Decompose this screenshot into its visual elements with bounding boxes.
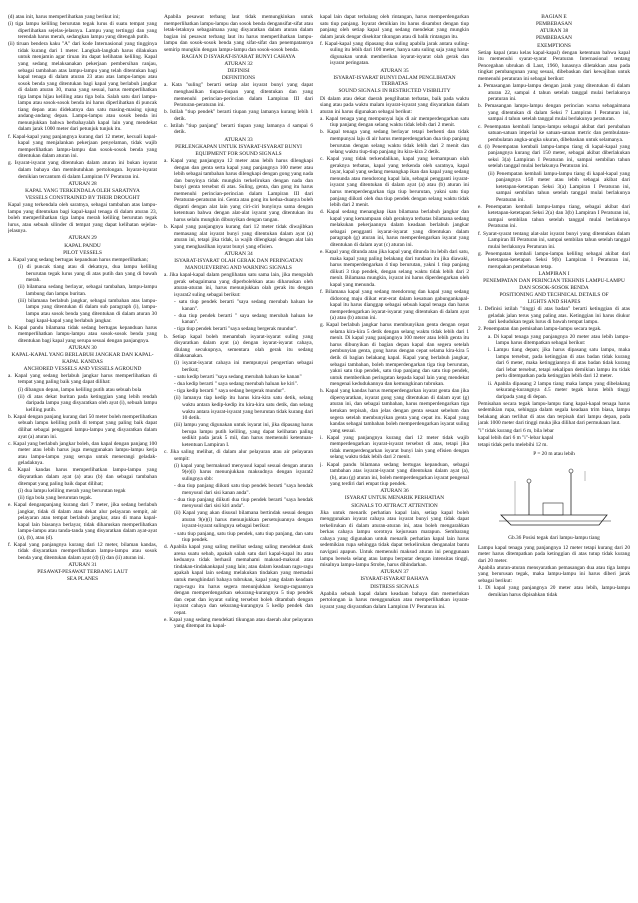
paragraph: d. Kapal kandas harus memperlihatkan lampu-lampu yang disyaratkan dalam ayat (a) atau (b) dan sebagai tambahan ditempat yang paling baik dapat dilihat; <box>8 467 157 487</box>
paragraph: (i) dibangun depan, lampu keliling putih atau sebuah bola <box>18 386 142 393</box>
paragraph: - satu tiup panjang, satu tiup pendek, satu tiup panjang, dan satu tiup pendek. <box>174 530 313 544</box>
paragraph: c. Jika saling melihat, di dalam alur pelayaran atau air pelayaran sempit: <box>164 449 313 462</box>
section-heading: POSITIONING AND TECHNICAL DETAILS OF <box>499 291 609 298</box>
paragraph: (i) isyarat-isyarat cahaya ini mempunyai pengertian sebagai berikut; <box>174 360 313 373</box>
section-heading: LAMPIRAN I <box>538 271 570 278</box>
paragraph: (d) atau init, harus memperlihatkan yang berikut ini; <box>8 14 120 20</box>
paragraph: e. Kapal denganpanjang kurang dari 7 meter, jika sedang berlabuh jangkar, tidak di dalam atau dekat alur pelayaran sempit, air pelayaran atau tempat berlabuh jangkar, atau di mana kapal-kapal lain biasanya berlayar, tidak diharuskan memperlihatkan lampu-lampu atau tanda-tanda yang disyaratkan dalam ayat-ayat (a), (b), atau (d). <box>8 502 157 541</box>
ship-diagram-svg <box>495 463 613 533</box>
paragraph: 2. Penempatan dan pemisahan lampu-lampu secara tegak. <box>478 326 602 333</box>
paragraph: (i) tiga lampu keliling berurutan tegak lurus di suatu tempat yang diperlihatkan sejelas-jelasnya. Lampu yang tertinggi dan yang terendah harus merah, sedangkan lampu yang ditengah putih. <box>8 21 157 41</box>
section-heading: PENEMPATAN DAN PERINCIAN TEKHNIS LAMPU-LAMPU DAN SOSOK-SOSOK BENDA <box>483 278 625 291</box>
column-4-head <box>478 14 630 448</box>
section-heading: ISYARAT UNTUK MENARIK PERHATIAN <box>344 495 445 502</box>
paragraph: d. Apabila kapal yang saling melihat sedang saling mendekat dank arena suatu sebab, apakah salah satu dari kapal-kapal itu atau keduanya tidak berhasil memahami maksud-maksud atau tindakan-tindakankapal yang lain; atau dalam keadaan ragu-ragu apakah kapal lain sedang melakukan tindakan yang memadai untuk menghindari bahaya tubrukan, kapal yang dalam keadaan ragu-ragu itu harus segera menunjukkan keragu-raguannya dengan memperdengarkan sekurang-kurangnya 5 tiup pendek dan cepat dan isyarat suling tersebut boleh ditambah dengan isyarat cahaya dan sekurang-kurangnya 5 kedip pendek dan cepat. <box>164 544 313 616</box>
paragraph: Apabila pesawat terbang laut tidak memungkinkan untuk memperlihatkan lampu-lampu dan sosok benda dengansifat-sifat atau letak-letaknya sebagaimana yang disyaratkan dalam aturan dalam bagian ini pesawat terbang laut itu harus memperlihatkan lampu-lampu dan sosok-sosok benda yang sifat-sifat dan penempatannya semirip mungkin dengan lampu-lampu dan sosok-sosok benda. <box>164 14 313 53</box>
paragraph: - dua kedip berarti " saya sedang merubah haluan ke kiri". <box>174 381 299 388</box>
paragraph: b. Kapal dengan panjang kurang dari 50 meter boleh memperlihatkan sebuah lampu keliling putih di tempat yang paling baik dapat dilihat sebagai pengganti lampu-lampu yang disyaratkan dalam ayat (a) aturan ini. <box>8 413 157 440</box>
paragraph: Jika untuk menarik perhatian kapal lain, setiap kapal boleh menggunakan isyarat cahaya atau isyarat bunyi yang tidak dapat terkelirukan di dalam aturan-aturan ini, atau boleh mengarahkan berkas cahaya lampu sorotnya kejurusan marapun. Sembarang cahaya yang digunakan untuk menarik perhatian kapal lain harus sedemikian rupa sehingga tidak dapat terkelirukan denganalat bantu navigasi apapun. Untuk memenuhi maksud aturan ini penggunaan lampu bersela selang atau lampu berputar dengan intensitas tinggi, misalnya lampu-lampu Strobe, harus dihindarkan. <box>320 509 469 569</box>
paragraph: c. Kapal yang berlabuh jangkar boleh, dan kapal dengan panjang 100 meter atau lebih harus juga menggunakan lampu-lampu kerja atau lampu-lampu yang serupa untuk menerangi geladak-geladaknya. <box>8 440 157 467</box>
paragraph: ii. Apabila dipasang 2 lampu tiang maka lampu yang dibelakang sekurang-kurangnya 4.5 meter tegak lurus lebih tinggi daripada yang di depan. <box>488 380 630 400</box>
paragraph: Kapal yang terkendala oleh saratnya, sebagai tambahan atas lampu-lampu yang ditentukan bagi kapal-kapal tenaga di dalam aturan 23, boleh memperlihatkan tiga lampu merah keliling berurutan tegak lurus, atau sebuah silinder di tempat yang dapat kelihatan sejelas-jelasnya. <box>8 202 157 235</box>
paragraph: c. Istilah "tiup panjang" berarti tiupan yang lamanya 4 sampai 6 detik. <box>164 122 313 136</box>
paragraph: Setiap kapal (atau kelas kapal-kapal) dengan ketentuan bahwa kapal itu memenuhi syarat-syarat Peraturan Internasional tentang Pencegahan ubrukan di Laut, 1960, lunasnya diletakkan atau pada tingkat pembangunan yang sesuai, dibebaskan dari kewajiban untuk memenuhi peraturan ini sebagai berikut: <box>478 49 630 82</box>
paragraph: h. Kapal yang kandas harus memperdengarkan isyarat genta dan jika dipersyaratkan, isyarat gong yang ditentukan di dalam ayat (g) aturan ini, dan sebagai tambahan, harus memperdengarkan tiga ketukan terpisah, dan jelas dengan genta sesaat sebelum dan segera setelah membunyikan genta yang cepat itu. Kapal yang kandas sebagai tambahan boleh memperdengarkan isyarat suling yang sesuai. <box>320 388 469 434</box>
paragraph: f. Syarat-syarat tentang alat-alat isyarat bunyi yang ditentukan dalam Lampiran III Peraturan ini, sampai sembilan tahun setelah tanggal mulai berlakunya Peraturan ini. <box>478 230 630 250</box>
section-heading: KAPAL PANDU <box>64 242 101 249</box>
paragraph: e. Kapal yang ditunda atau jika kapal yang ditunda itu lebih dari satu, maka kapal yang paling belakang dari tundaan itu jika diawaki, harus memperdengarkan 4 tiup berurutan, yakni 1 tiup panjang diikuti 3 tiup pendek, dengan selang waktu tidak lebih dari 2 menit. Bilamana mungkin, isyarat ini harus diperdengarkan oleh kapal yang menunda. <box>320 249 469 288</box>
paragraph: (ii) lamanya tiap kedip itu harus kira-kira satu detik, selang waktu antara kedip-kedip itu kira-kira satu detik, dan selang waktu antara isyarat-isyarat yang berurutan tidak kurang dari 10 detik. <box>174 395 313 422</box>
paragraph: i. Lampu tiang depan; jika harus dipasang satu lampu, maka lampu tersebut, pada ketinggian di atas badan tidak kurang dari 6 meter, maka ketinggiannya di atas badan tidak kurang dari lebar tersebut, tetapi sekalipun demikian lampu itu tidak perlu ditempatkan pada ketinggian lebih dari 12 meter. <box>488 347 630 380</box>
section-heading: DISTRESS SIGNALS <box>370 583 419 590</box>
paragraph: tetapi tidak perlu melebihi 12 m. <box>478 441 548 448</box>
section-heading: MANOUEVERING AND WARNING SIGNALS <box>185 265 292 272</box>
paragraph: (i) di puncak tiang atau di dekatnya, dua lampu keliling berurutan tegak lurus yang di atas putih dan yang di bawah merah. <box>18 263 157 284</box>
paragraph: g. Kapal berlabuh jangkar harus membunyikan genta dengan cepat selama kira-kira 5 detik dengan selang waktu tidak lebih dari 1 menit. Di kapal yang panjangnya 100 meter atau lebih genta itu harus dibunyikan di bagian depan kapal dan segera setelah pembunyian genta, gong harus dengan cepat selama kira-kira 5 detik di bagian belakang kapal. Kapal yang berlabuh jangkar, sebagai tambahan, boleh memperdengarkan tiga tiup berurutan, yakni satu tiup pendek, satu tiup panjang dan satu tiup pendek, untuk memberikan peringatan kepada kapal lain yang mendekat mengenai kedudukannya dan kemungkinan tubrukan. <box>320 322 469 388</box>
paragraph: a. Jika kapal-kapal dalam penglihatan satu sama lain, jika mengolah gerak sebagaimana yang diperbolehkan atau diharuskan oleh aturan-aturan ini, harus menunjukkan olah gerak itu dengan isyarat2 suling sebagai berikut: <box>164 272 313 298</box>
paragraph: kapal lain dapat terhalang oleh rintangan, harus memperdengarkan satu tiup panjang. Isyarat demikian itu harus disambut dengan tiup panjang oleh setiap kapal yang sedang mendekat yang mungkin dalam jarak dengar disekitar tikungan atau di balik rintangan itu. <box>320 14 469 40</box>
section-heading: ATURAN 31 <box>68 562 97 569</box>
paragraph: b. Kapal pandu bilamana tidak sedang bertugas kepanduan harus memperlihatkan lampu-lampu atau sosok-sosok benda yang ditentukan bagi kapal yang serupa sesuai dengan panjangnya. <box>8 324 157 344</box>
paragraph: a. Kapal yang panjangnya 12 meter atau lebih harus dilengkapi dengan dan genta serta kapal yang panjangnya 100 meter atau lebih sebagai tambahan harus dilengkapi dengan gong yang nada dan bunyinya tidak mungkin terkelirukan dengan nada dan bunyi genta tersebut di atas. Suling, genta, dan gong itu harus memenuhi perincian-perincian dalam Lampiran III dari Peraturan-peraturan ini. Genta atau gong itu kedua-duanya boleh diganti dengan alat lain yang ciri-ciri bunyinya sama dengan ketentuan bahwa dengan alat-alat isyarat yang ditentukan itu harus selalu mungkin dibunyikan dengan tangan. <box>164 158 313 223</box>
figure-caption: Gb.36 Posisi tegak dari lampu-lampu tiang <box>508 534 600 541</box>
paragraph: a. Kapal yang sedang berlabuh jangkar harus memperlihatkan di tempat yang paling baik yang dapat dilihat: <box>8 372 157 386</box>
section-heading: ATURAN 29 <box>68 235 97 242</box>
paragraph: - satu kedip berarti "saya sedang merubah haluan ke kanan" <box>174 374 302 381</box>
mast-lights-diagram <box>495 463 613 533</box>
paragraph: - satu tiup pendek berarti "saya sedang merubah haluan ke kanan". <box>174 299 313 312</box>
section-heading: PEMBEBASAN <box>536 35 572 42</box>
paragraph: - dua tiup pendek berarti " saya sedang merubah haluan ke kanan". <box>174 312 313 326</box>
section-heading: PESAWAT-PESAWAT TERBANG LAUT <box>37 569 128 576</box>
paragraph: b. Kapal tenaga yang sedang berlayar tetapi berhenti dan tidak mempunyai laju di air harus memperdengarkan dua tiup panjang berurutan dengan selang waktu tidak lebih dari 2 menit dan selang waktu tiup-tiup panjang itu kira-kira 2 detik. <box>320 129 469 156</box>
section-heading: LIGHTS AND SHAPES <box>527 299 581 306</box>
paragraph: c. Penempatan kembali lampu-lampu sebagai akibat dari perubahan satuan-satuan imperial ke satuan-satuan metric dan pembulatan-pembulatan angka-angka ukuran, dibebaskan untuk selamanya. <box>478 123 630 143</box>
paragraph: b. Pemasangan lampu-lampu dengan perincian warna sebagaimana yang ditentukan di dalam Seksi 7 Lampiran I Peraturan ini, sampai 4 tahun setelah tanggal mulai berlakunya peraturan. <box>478 103 630 123</box>
section-heading: PILOT VESSELS <box>63 249 102 256</box>
section-heading: BAGIAN E <box>541 14 567 20</box>
section-heading: ATURAN 33 <box>224 136 253 143</box>
section-heading: VESSELS CONSTRAINED BY THEIR DROUGHT <box>25 194 140 201</box>
paragraph: f. Kapal-kapal yang panjangnya kurang dari 12 meter, kecuali kapal-kapal yang menjalankan pekerjaan penyelaman, tidak wajib memperlihatkan lampu-lampu dan sosok-sosok benda yang ditentukan dalam aturan ini. <box>8 133 157 160</box>
section-heading: SIGNALS TO ATTRACT ATTENTION <box>351 502 438 509</box>
paragraph: f. Kapal-kapal yang dipasang dua suling apabila jarak antara suling-suling itu lebih dari 100 meter, hanya satu suling saja yang harus digunakan untuk memberikan isyarat-isyarat olah gerak dan isyarat peringatan. <box>320 40 469 67</box>
text-column-1 <box>8 14 157 898</box>
section-heading: EXEMPTIONS <box>537 42 571 49</box>
text-column-2 <box>164 14 313 898</box>
paragraph: kapal lebih dari 6 m "i"-lebar kapal <box>478 434 554 441</box>
aft-masthead-light <box>569 469 573 473</box>
section-heading: ATURAN 30 <box>68 344 97 351</box>
paragraph: d. Kapal sedang menangkap ikan bilamana berlabuh jangkar dan kapal yang kemampuan olah geraknya terbatas bilamana sedang melakukan pekerjaannya dalam keadaan berlabuh jangkar sebagai pengganti isyarat-isyarat yang ditentukan dalam paragraph (g) aturan ini, harus memperdengarkan isyarat yang ditentukan di dalam ayat (c) aturan ini. <box>320 209 469 248</box>
section-heading: EQUIPMENT FOR SOUND SIGNALS <box>195 150 282 157</box>
paragraph: a. Di kapal tenaga yang panjangnya 20 meter atau lebih lampu-lampu harus ditempatkan sebagai berikut: <box>488 333 630 347</box>
paragraph: a. Kata "suling" berarti setiap alat isyarat bunyi yang dapat menghasilkan tiupan-tiupan yang ditentukan dan yang memenuhi perincian-perincian dalam Lampiran III dari Peraturan-peraturan ini. <box>164 82 313 109</box>
paragraph: (ii) Penempatan kembali lampu-lampu tiang di kapal-kapal yang panjangnya 150 meter atau lebih sebagai akibat dari ketetapan-ketetapan Seksi 3(a) Lampiran I Peraturan ini, sampai sembilan tahun setelah tanggal mulai berlakunya Peraturan ini. <box>488 170 630 203</box>
paragraph: g. Isyarat-isyarat yang ditentukan dalam aturan ini bukan isyarat dalam bahaya dan membutuhkan pertolongan. Isyarat-isyarat demikian tercantum di dalam Lampiran IV Peraturan ini. <box>8 160 157 180</box>
paragraph: d. (i) Penempatan kembali lampu-lampu tiang di kapal-kapal yang panjangnya kurang dari 150 meter, sebagai akibat diberlakukan seksi 3(a) Lampiran I Peraturan ini, sampai sembilan tahun setelah tanggal mulai berlakunya Peraturan ini. <box>478 143 630 170</box>
paragraph: 1. Di kapal yang panjangnya 20 meter atau lebih, lampu-lampu demikian harus dipisahkan tidak <box>478 585 630 598</box>
paragraph: f. Bilamana kapal yang sedang mendorong dan kapal yang sedang didorong maju diikat erat-erat dalam kesatuan gabungankapal-kapal itu harus dianggap sebagai sebuah kapal tenaga dan harus memperdengarkan isyarat-isyarat yang ditentukan di dalam ayat (a) atau (b) aturan ini. <box>320 288 469 322</box>
section-heading: SEA PLANES <box>66 576 99 583</box>
column-4-tail <box>478 545 630 599</box>
paragraph: Di dalam atau dekat daerah penglihatan terbatas, baik pada waktu siang atau pada waktu malam isyarat-isyarat yang disyaratkan dalam aturan ini harus digunakan sebagai berikut: <box>320 95 469 115</box>
text-column-3 <box>320 14 469 898</box>
paragraph: "i" tidak kurang dari 6 m, bila lebar <box>478 427 554 434</box>
paragraph: b. Kapal yang panjangnya kurang dari 12 meter tidak diwajibkan memasang alat isyarat bunyi yang ditentukan dalam ayat (a) aturan ini, tetapi jika tidak, ia wajib dilengkapi dengan alat lain yang menghasilkan isyarat bunyi yang efisien. <box>164 224 313 250</box>
section-heading: ATURAN 34 <box>224 250 253 257</box>
paragraph: (ii) bilamana sedang berlayar, sebagai tambahan, lampu-lampu lambung dan lampu buritan. <box>18 284 157 297</box>
section-heading: BAGIAN D ISYARAT-ISYARAT BUNYI CAHAYA <box>181 53 296 60</box>
paragraph: i. Kapal yang panjangnya kurang dari 12 meter tidak wajib memperdengarkan isyarat-isyarat tersebut di atas, tetapi jika tidak memperdengarkan isyarat bunyi lain yang efisien dengan selang waktu tidak lebih dari 2 menit. <box>320 434 469 461</box>
paragraph: Apabila aturan-aturan mensyaratkan pemasangan dua atau tiga lampu yang berurusan tegak, maka lampu-lampu ini harus diberi jarak sebagai berikut: <box>478 564 630 584</box>
paragraph: - tiga tiup pendek berarti "saya sedang bergerak mundur". <box>174 326 298 333</box>
section-heading: ATURAN 32 <box>224 61 253 68</box>
section-heading: ANCHORED VESSELS AND VESSELS AGROUND <box>23 365 142 372</box>
section-heading: KAPAL-KAPAL YANG BERLABUH JANGKAR DAN KAPAL-KAPAL KANDAS <box>11 352 154 365</box>
paragraph: c. Kapal yang tidak terkendalikan, kapal yang kemampuan olah geraknya terbatas, kapal yang terkenda oleh saratnya, kapal layar, kapal yang sedang menangkap ikan dan kapal yang sedang menunda atau mendorong kapal lain, sebagai pengganti isyarat-isyarat yang ditentukan di dalam ayat (a) atau (b) aturan ini harus memperdengarkan tiga tiup berurutan, yakni satu tiup panjang diikuti oleh dua tiup pendek dengan selang waktu tidak lebih dari 2 menit. <box>320 156 469 209</box>
paragraph: a. Kapal tenaga yang mempunyai laju di air memperdengarkan satu tiup panjang dengan selang waktu tidak lebih dari 2 menit. <box>320 115 469 129</box>
paragraph: 1. Definisi istilah "tinggi di atas badan" berarti ketinggian di atas geladak jalan terus yang paling atas. Ketinggian ini harus diukur dari kedudukan tegak lurus di bawah tempat lampu. <box>478 306 630 326</box>
section-heading: ATURAN 35 <box>380 67 409 74</box>
section-heading: DEFINISI <box>227 68 250 75</box>
paragraph: (ii) tiruan bendera kaku "A" dari kode Internasional yang tingginya tidak kurang dari 1 meter. Langkah-langkah harus dilakukan untuk menjamin agar tiruan itu dapat kelihatan keliling. Kapal yang sedang melaksanakan pekerjaan pembersihan ranjau, sebagai tambahan atas lampu-lampu yang telah ditentukan bagi kapal tenaga di dalam aturan 23 atau atas lampu-lampu atau sosok benda yang ditentukan bagi kapal yang berlabuh jangkar di dalam aturan 30, mana yang sesuai, harus memperlihatkan tiga lampu hijau keliling atau tiga bola. Salah satu dari lampu-lampu atau sosok-sosok benda ini harus diperlihatkan di puncak tiang depan atau didekatnya dan satu masing-masing ujung andang-andang depan. Lampu-lampu atau sosok benda ini menunjukkan bahwa berbahayalah kapal lain yang mendekat dalam jarak 1000 meter dari petunjuk tunjuk itu. <box>8 41 157 133</box>
section-heading: ISYARAT-ISYARAT BAHAYA <box>360 576 429 583</box>
paragraph: e. Kapal yang sedang mendekati tikungan atau daerah alur pelayaran yang ditempat itu kapal- <box>164 616 313 630</box>
paragraph: g. Penempatan kembali lampu-lampu keliling sebagai akibat dari ketetapan-ketetapan Seksi 9(b) Lampiran I Peraturan ini, merupakan pembebasan tetap. <box>478 250 630 270</box>
section-heading: KAPAL YANG TERKENDALA OLEH SARATNYA <box>25 187 140 194</box>
section-heading: DEFINITIONS <box>221 75 256 82</box>
paragraph: - dua tiup panjang diikuti dua tiup pendek berarti "saya hendak menyusul dari sisi kiri anda". <box>174 496 313 510</box>
section-heading: PERLENGKAPAN UNTUK ISYARAT-ISYARAT BUNYI <box>175 143 302 150</box>
paragraph: a. Kapal yang sedang bertugas kepanduan harus memperlihatkan; <box>8 256 149 263</box>
section-heading: ISYARAT-ISYARAT OLAH GERAK DAN PERINGATAN <box>174 258 303 264</box>
paragraph: (iii) bilamana berlabuh jangkar, sebagai tambahan atas lampu-lampu yang ditentukan di dalam sub paragraph (i), lampu-lampu atau sosok benda yang ditentukan di dalam aturan 30 bagi kapal-kapal yang berlabuh jangkar. <box>18 297 157 324</box>
section-heading: ATURAN 37 <box>380 569 409 576</box>
section-heading: ISYARAT-ISYARAT BUNYI DALAM PENGLIHATAN TERBATAS <box>333 74 456 88</box>
paragraph: e. Penempatan kembali lampu-lampu tiang, sebagai akibat dari ketetapan-ketetapan Seksi 2(a) dan 3(b) Lampiran I Peraturan ini, sampai sembilan tahun setelah tanggal mulai berlakunya Peraturan ini. <box>478 203 630 230</box>
superstructure <box>543 503 563 515</box>
hull-outline <box>501 515 607 525</box>
section-heading: ATURAN 28 <box>68 180 97 187</box>
paragraph: (ii) Kapal yang akan disusul bilamana bertindak sesuai dengan aturan 9(e)(i) harus menunjukkan persetujuannya dengan isyarat-isyarat sulingnya sebagai berikut: <box>174 510 313 530</box>
paragraph: b. Istilah "tiup pendek" berarti tiupan yang lamanya kurang lebih 1 detik. <box>164 109 313 122</box>
paragraph: Pemisahan secara tegak lampu-lampu tiang kapal-kapal tenaga harus sedemikian rupa, sehingga dalam segala keadaan trim biasa, lampu belakang akan terlihat di atas dan terpisah dari lampu depan, pada jarak 1000 meter dari tinggi muka jika dilihat dari permukaan laut. <box>478 400 630 427</box>
paragraph: Lampu kapal tenaga yang panjangnya 12 meter tetapi kurang dari 20 meter harus ditempatkan pada ketinggian di atas tutup tidak kurang dari 20 meter. <box>478 544 630 564</box>
paragraph: f. Kapal yang panjangnya kurang dari 12 meter, bilaman kandas, tidak disyaratkan memperlihatkan lampu-lampu atau sosok benda yang ditentukan dalam ayat (d) (i) dan (ii) aturan ini. <box>8 541 157 561</box>
section-heading: PEMBEBASAN <box>536 21 572 28</box>
paragraph: - dua tiup panjang diikuti satu tiup pendek berarti "saya hendak menyusul dari sisi kanan anda". <box>174 482 313 496</box>
fore-masthead-light <box>527 479 531 483</box>
paragraph: (i) kapal yang bermaksud menyusul kapal sesuai dengan aturan 9(e)(i) harus menunjukkan maksudnya dengan isyarat2 sulingnya sbb: <box>174 462 313 482</box>
paragraph: j. Kapal pandu bilamana sedang bertugas kepanduan, sebagai tambahan atas isyarat-isyarat yang ditentukan dalam ayat (a), (b), atau (g) aturan ini, boleh memperdengarkan isyarat pengenal yang terdiri dari empat tiup pendek. <box>320 461 469 488</box>
paragraph: b. Setiap kapal boleh menambah isyarat-isyarat suling yang disyaratkan dalam ayat (a) dengan isyarat-isyarat cahaya, diulang secukupnya, sementara olah gerak itu sedang dilaksanakan. <box>164 333 313 360</box>
paragraph: a. Pemasangan lampu-lampu dengan jarak yang ditentukan di dalam aturan 22, sampai 4 tahun setelah tanggal mulai berlakunya peraturan ini. <box>478 83 630 103</box>
section-heading: SOUND SIGNALS IN RESTRICTED VISIBILITY <box>338 88 451 95</box>
paragraph: (ii) di atas dekat buritan pada ketinggian yang lebih rendah daripada lampu yang disyaratkan oleh ayat (i), sebuah lampu keliling putih. <box>18 393 157 413</box>
paragraph: Apabila sebuah kapal dalam keadaan bahaya dan memerlukan pertolongan ia harus menggunakan atau memperlihatkan isyarat-isyarat yang disyaratkan dalam Lampiran IV Peraturan ini. <box>320 590 469 610</box>
section-heading: ATURAN 38 <box>539 28 569 35</box>
formula-label: P = 20 m atau lebih <box>533 451 575 458</box>
paragraph: - tiga kedip berarti " saya sedang bergerak mundur". <box>174 388 286 395</box>
text-column-4 <box>478 14 630 898</box>
paragraph: (iii) lampu yang digunakan untuk isyarat ini, jika dipasang harus berupa lampu putih keliling, yang dapat kelihatan paling sedikit pada jarak 5 mil, dan harus memenuhi ketentuan-ketentuan Lampiran I. <box>174 422 313 448</box>
section-heading: ATURAN 36 <box>380 488 409 495</box>
paragraph: (i) dua lampu keliling merah yang berurutan tegak <box>18 487 126 494</box>
paragraph: (ii) tiga bola yang berurutan tegak. <box>18 494 93 501</box>
